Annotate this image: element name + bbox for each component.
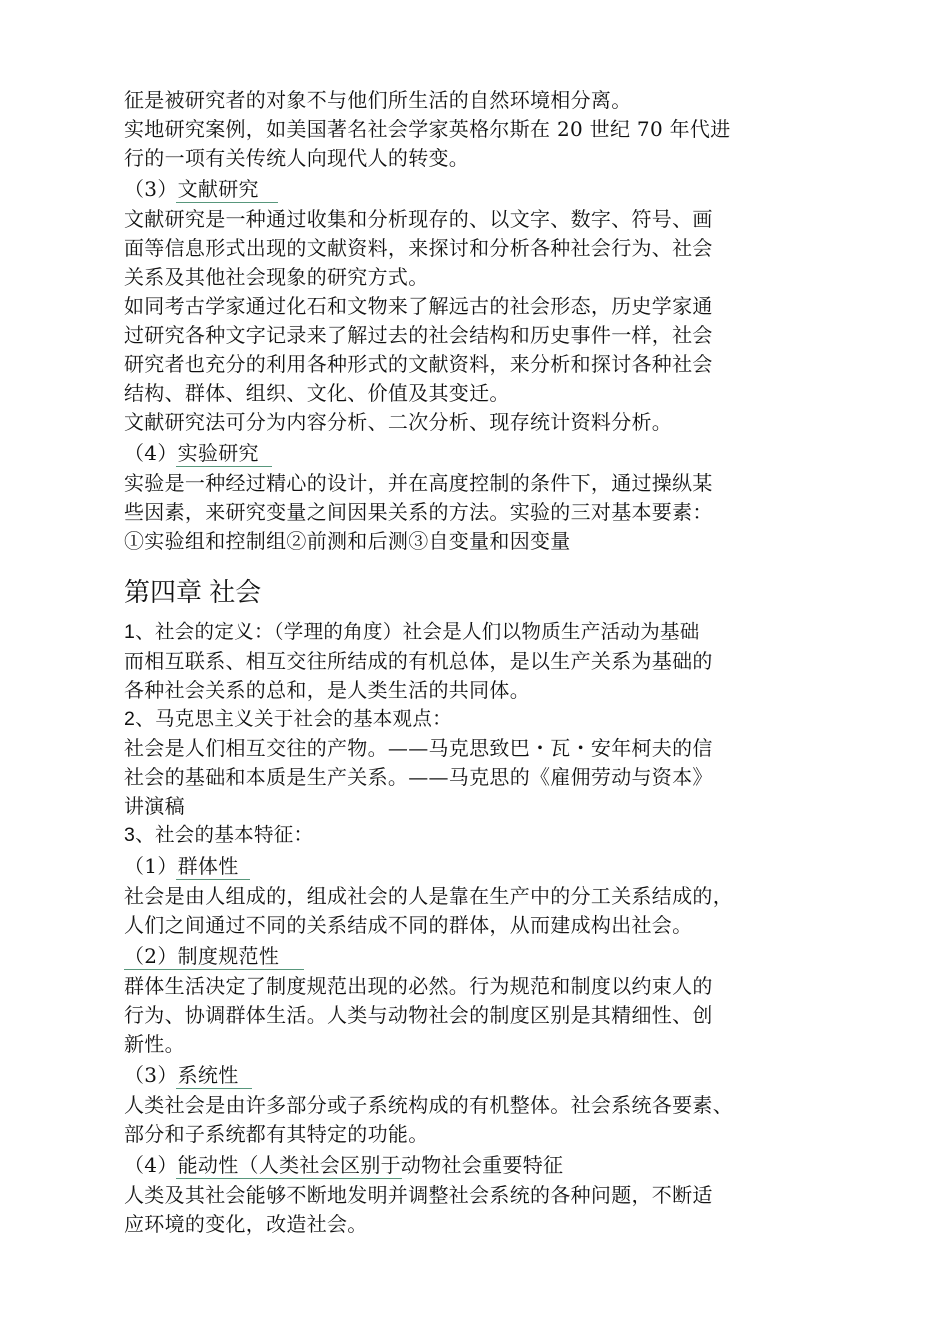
text-line: 人类社会是由许多部分或子系统构成的有机整体。社会系统各要素、 (124, 1093, 733, 1117)
text-line: 过研究各种文字记录来了解过去的社会结构和历史事件一样，社会 (124, 323, 713, 347)
text-line: 行的一项有关传统人向现代人的转变。 (124, 146, 470, 170)
text-line: 社会的基础和本质是生产关系。——马克思的《雇佣劳动与资本》 (124, 765, 713, 789)
text-line: 应环境的变化，改造社会。 (124, 1212, 368, 1236)
text-line: 行为、协调群体生活。人类与动物社会的制度区别是其精细性、创 (124, 1003, 713, 1027)
text-line: 文献研究是一种通过收集和分析现存的、以文字、数字、符号、画 (124, 207, 713, 231)
text-line: 人们之间通过不同的关系结成不同的群体，从而建成构出社会。 (124, 913, 693, 937)
text-line: 社会是人们相互交往的产物。——马克思致巴・瓦・安年柯夫的信 (124, 736, 713, 760)
document-body (124, 86, 824, 1239)
text-line: 实验是一种经过精心的设计，并在高度控制的条件下，通过操纵某 (124, 471, 713, 495)
annotation-underline (124, 969, 304, 970)
text-line: 讲演稿 (124, 794, 185, 818)
text-line: 3、社会的基本特征： (124, 824, 314, 846)
section-heading-literature-research: （3）文献研究 (124, 173, 824, 205)
annotation-underline (176, 202, 278, 203)
annotation-underline (176, 1088, 252, 1089)
text-line: 面等信息形式出现的文献资料，来探讨和分析各种社会行为、社会 (124, 236, 713, 260)
section-heading-experimental-research: （4）实验研究 (124, 437, 824, 469)
section-heading-agency: （4）能动性（人类社会区别于动物社会重要特征 (124, 1153, 564, 1177)
text-line: 1、社会的定义：（学理的角度）社会是人们以物质生产活动为基础 (124, 621, 700, 643)
text-line: 文献研究法可分为内容分析、二次分析、现存统计资料分析。 (124, 410, 673, 434)
section-heading-systematic-nature: （3）系统性 (124, 1059, 824, 1091)
text-line: ①实验组和控制组②前测和后测③自变量和因变量 (124, 529, 571, 553)
annotation-underline (176, 466, 272, 467)
text-line: 研究者也充分的利用各种形式的文献资料，来分析和探讨各种社会 (124, 352, 713, 376)
text-line: 关系及其他社会现象的研究方式。 (124, 265, 429, 289)
text-line: 征是被研究者的对象不与他们所生活的自然环境相分离。 (124, 88, 632, 112)
text-line: 如同考古学家通过化石和文物来了解远古的社会形态，历史学家通 (124, 294, 713, 318)
section-heading-group-nature: （1）群体性 (124, 850, 824, 882)
text-line: 部分和子系统都有其特定的功能。 (124, 1122, 429, 1146)
annotation-underline (176, 1178, 402, 1179)
annotation-underline (176, 879, 250, 880)
text-line: 群体生活决定了制度规范出现的必然。行为规范和制度以约束人的 (124, 974, 713, 998)
chapter-title: 第四章 社会 (124, 577, 262, 607)
text-line: 社会是由人组成的，组成社会的人是靠在生产中的分工关系结成的， (124, 884, 733, 908)
text-line: 结构、群体、组织、文化、价值及其变迁。 (124, 381, 510, 405)
text-line: 人类及其社会能够不断地发明并调整社会系统的各种问题，不断适 (124, 1183, 713, 1207)
text-line: 新性。 (124, 1032, 185, 1056)
text-line: 实地研究案例，如美国著名社会学家英格尔斯在 20 世纪 70 年代进 (124, 117, 731, 141)
text-line: 各种社会关系的总和，是人类生活的共同体。 (124, 678, 530, 702)
section-heading-institutional-norms: （2）制度规范性 (124, 940, 824, 972)
text-line: 而相互联系、相互交往所结成的有机总体，是以生产关系为基础的 (124, 649, 713, 673)
text-line: 些因素，来研究变量之间因果关系的方法。实验的三对基本要素： (124, 500, 713, 524)
text-line: 2、马克思主义关于社会的基本观点： (124, 708, 452, 730)
